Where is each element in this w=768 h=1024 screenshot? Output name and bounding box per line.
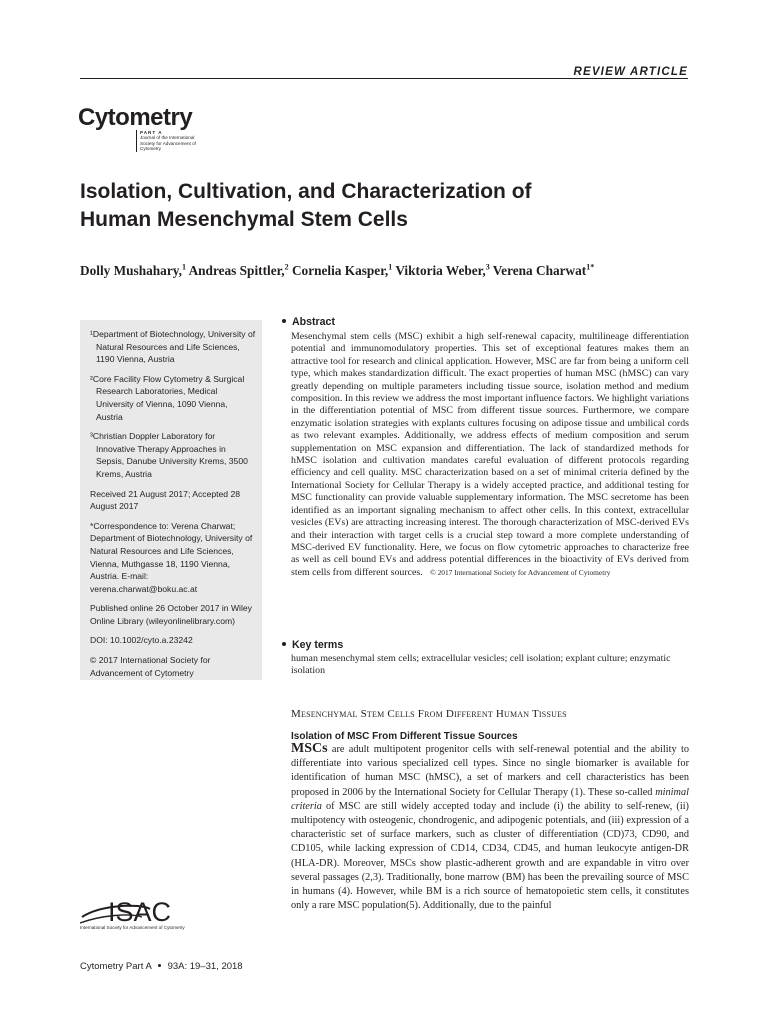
- abstract-heading: [280, 316, 335, 328]
- journal-logo: [78, 104, 196, 152]
- author-list: [80, 263, 594, 279]
- isac-logo-text: ISAC: [108, 897, 172, 927]
- journal-name: Cytometry: [78, 104, 193, 131]
- keywords-heading-label: Key terms: [292, 639, 344, 651]
- title-line-2: Human Mesenchymal Stem Cells: [80, 208, 408, 231]
- article-type-label: REVIEW ARTICLE: [573, 66, 688, 78]
- author-name: Andreas Spittler,: [188, 263, 285, 278]
- section-body: [291, 742, 689, 913]
- section-heading: Mesenchymal Stem Cells From Different Human Tissues: [291, 708, 567, 720]
- author-name: Cornelia Kasper,: [291, 263, 389, 278]
- author-name: Dolly Mushahary,: [80, 263, 182, 278]
- isac-logo: [80, 897, 220, 937]
- bullet-icon: [282, 319, 286, 323]
- author-affiliation-mark: 1: [181, 262, 186, 272]
- journal-subtitle: Journal of the International Society for Advancement of Cytometry: [140, 135, 196, 152]
- subsection-heading: Isolation of MSC From Different Tissue Sources: [291, 731, 518, 742]
- keywords-body: human mesenchymal stem cells; extracellular vesicles; cell isolation; explant culture; enzymatic isolation: [291, 653, 671, 677]
- abstract-text: Mesenchymal stem cells (MSC) exhibit a high self-renewal capacity, multilineage differentiation potential and immunomodulatory properties. This set of exceptional features makes them an attractive tool for research and clinical application. However, MSC are far from being a uniform cell type, which makes standardization difficult. The exact properties of human MSC (hMSC) can vary greatly depending on multiple parameters including tissue source, isolation method and medium composition. In this review we address the most important influence factors. We highlight variations in the differentiation potential of MSC from different tissue sources. Furthermore, we compare enzymatic isolation strategies with explants cultures focusing on adipose tissue and umbilical cords as two relevant examples. Additionally, we address effects of medium composition and serum supplementation on MSC expansion and differentiation. The lack of standardized methods for hMSC isolation and cultivation mandates careful evaluation of different protocols regarding efficiency and cell quality. MSC characterization based on a set of minimal criteria defined by the International Society for Cellular Therapy is a widely accepted practice, and additional testing for MSC functionality can provide valuable supplementary information. The MSC secretome has been identified as an important signaling mechanism to affect other cells. In this context, extracellular vesicles (EVs) are attracting increasing interest. The thorough characterization of MSC-derived EVs and their interaction with target cells is a crucial step toward a more complete understanding of MSC-derived EV functionality. Here, we focus on flow cytometric approaches to characterize free as well as cell bound EVs and address potential differences in the bioactivity of EVs derived from stem cells from different sources.: [291, 331, 689, 578]
- title-line-1: Isolation, Cultivation, and Characterization of: [80, 180, 532, 203]
- affiliation-1: ¹Department of Biotechnology, University of Natural Resources and Life Sciences, 1190 Vienna, Austria: [90, 329, 256, 365]
- journal-part: PART A: [140, 130, 163, 135]
- abstract-body: [291, 331, 689, 579]
- header-rule: [80, 78, 688, 79]
- affiliation-2: ²Core Facility Flow Cytometry & Surgical Research Laboratories, Medical University of Vienna, 1090 Vienna, Austria: [90, 373, 245, 422]
- isac-caption: International Society for Advancement of Cytometry: [80, 925, 185, 930]
- author-affiliation-mark: 1*: [586, 262, 595, 272]
- doi: DOI: 10.1002/cyto.a.23242: [90, 635, 193, 646]
- footer-citation: 93A: 19–31, 2018: [167, 961, 243, 972]
- author-affiliation-mark: 1: [388, 262, 393, 272]
- lead-word: MSCs: [291, 741, 328, 756]
- received-dates: Received 21 August 2017; Accepted 28 August 2017: [90, 488, 241, 512]
- bullet-icon: [158, 964, 161, 967]
- footer-journal: Cytometry Part A: [80, 961, 152, 972]
- keywords-heading: [280, 639, 343, 651]
- correspondence: *Correspondence to: Verena Charwat; Department of Biotechnology, University of Natural Resources and Life Sciences, Vienna, Muthgasse 18, 1190 Vienna, Austria. E-mail: verena.charwat@boku.ac.at: [90, 520, 253, 594]
- affiliation-3: ³Christian Doppler Laboratory for Innovative Therapy Approaches in Sepsis, Danube University Krems, 3500 Krems, Austria: [90, 431, 248, 479]
- author-affiliation-mark: 2: [284, 262, 289, 272]
- bullet-icon: [282, 642, 286, 646]
- author-affiliation-mark: 3: [485, 262, 490, 272]
- published-online: Published online 26 October 2017 in Wiley Online Library (wileyonlinelibrary.com): [90, 603, 252, 626]
- author-name: Verena Charwat: [492, 263, 587, 278]
- sidebar-copyright: © 2017 International Society for Advancement of Cytometry: [90, 655, 211, 678]
- page-footer: [80, 961, 243, 972]
- body-text-part-1: are adult multipotent progenitor cells with self-renewal potential and the ability to differentiate into various specialized cell types. Since no single biomarker is available for identification of human MSC (hMSC), a set of markers and cell characteristics has been proposed in 2006 by the International Society for Cellular Therapy (1). These so-called: [291, 744, 689, 798]
- abstract-copyright: © 2017 International Society for Advancement of Cytometry: [430, 567, 611, 577]
- body-text-italic: minimal criteria: [291, 786, 689, 812]
- body-text-part-2: of MSC are still widely accepted today and include (i) the ability to self-renew, (ii) multipotency with osteogenic, chondrogenic, and adipogenic potentials, and (iii) expression of a characteristic set of surface markers, such as cluster of differentiation (CD)73, CD90, and CD105, while lacking expression of CD14, CD34, CD45, and human leukocyte antigen-DR (HLA-DR). Moreover, MSCs show plastic-adherent growth and are expandable in vitro over several passages (2,3). Traditionally, bone marrow (BM) has been the prevailing source of MSC in humans (4). However, while BM is a rich source of hematopoietic stem cells, it constitutes only a rare MSC population(5). Additionally, due to the painful: [291, 800, 689, 912]
- abstract-heading-label: Abstract: [292, 316, 335, 328]
- journal-subtitle-block: [136, 130, 206, 152]
- article-info-sidebar: [80, 320, 262, 680]
- author-name: Viktoria Weber,: [395, 263, 486, 278]
- article-title: [80, 178, 680, 234]
